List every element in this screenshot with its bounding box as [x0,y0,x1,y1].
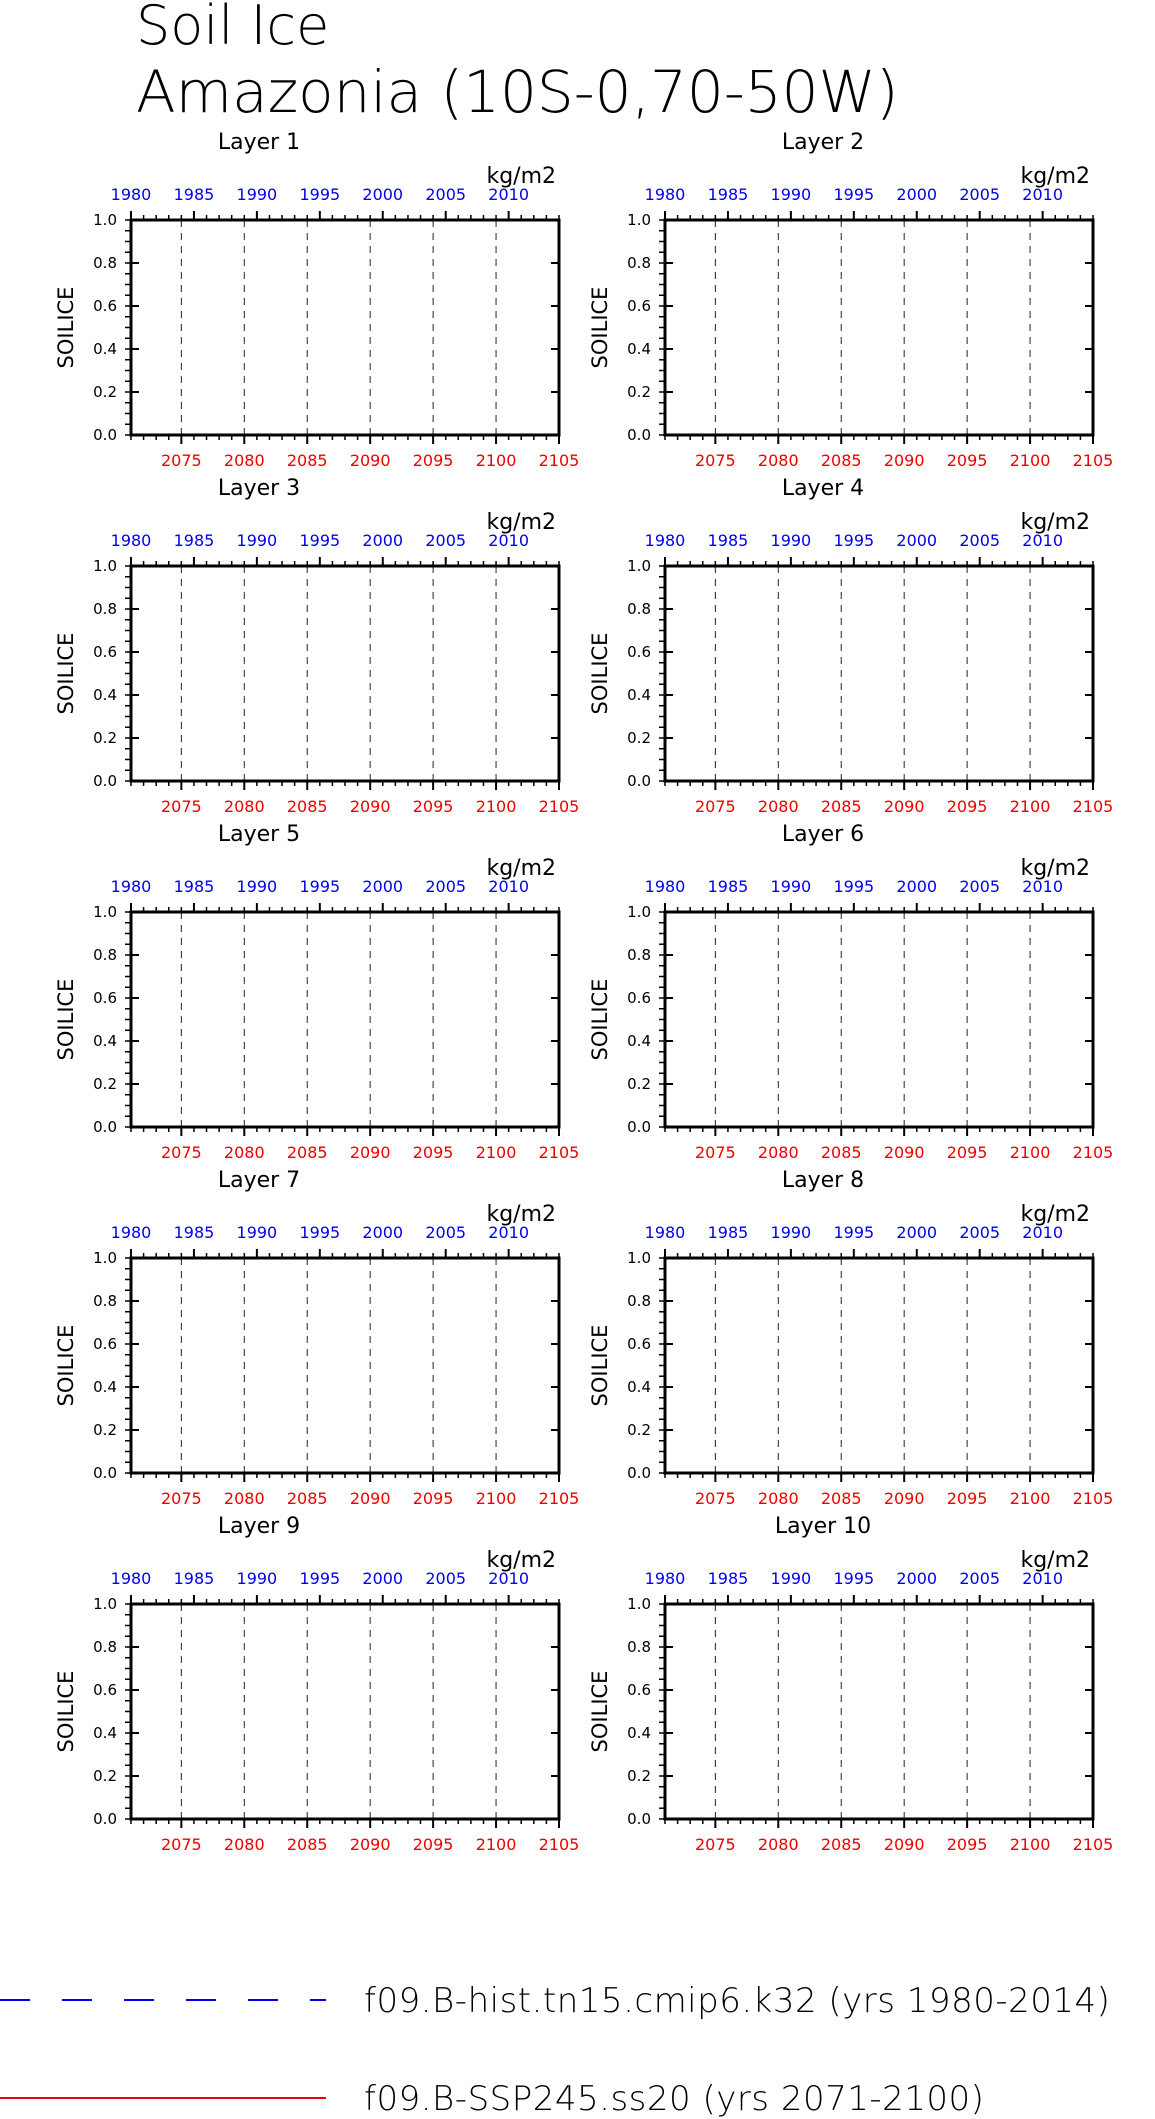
y-tick-label: 0.6 [93,1681,117,1699]
y-tick-label: 0.4 [627,686,651,704]
y-tick-label: 0.2 [93,383,117,401]
top-tick-label: 1995 [833,1223,875,1242]
y-tick-label: 0.0 [627,772,651,790]
bottom-tick-label: 2075 [160,451,202,470]
bottom-tick-label: 2100 [475,1143,517,1162]
panel-title: Layer 3 [217,476,301,501]
y-tick-label: 0.6 [93,643,117,661]
panel-layer-6 [588,822,1113,1162]
bottom-tick-label: 2100 [1009,797,1051,816]
bottom-tick-label: 2095 [412,1143,454,1162]
y-tick-label: 0.0 [93,426,117,444]
top-tick-label: 1985 [707,1569,749,1588]
bottom-tick-label: 2075 [694,451,736,470]
bottom-tick-label: 2080 [223,1835,265,1854]
top-tick-label: 2010 [1022,531,1064,550]
units-label: kg/m2 [486,856,556,881]
top-tick-label: 2005 [959,1569,1001,1588]
units-label: kg/m2 [1020,1202,1090,1227]
plot-frame [131,566,559,781]
y-tick-label: 0.4 [627,1032,651,1050]
y-tick-label: 0.4 [93,1724,117,1742]
y-tick-label: 0.6 [627,643,651,661]
legend-label-1: f09.B-hist.tn15.cmip6.k32 (yrs 1980-2014) [364,1981,1111,2021]
top-tick-label: 2010 [1022,185,1064,204]
y-tick-label: 0.0 [627,1118,651,1136]
y-axis-label: SOILICE [588,978,612,1061]
bottom-tick-label: 2105 [1072,1143,1114,1162]
bottom-tick-label: 2095 [946,1143,988,1162]
y-tick-label: 0.6 [93,1335,117,1353]
y-tick-label: 0.4 [93,686,117,704]
top-tick-label: 1995 [299,877,341,896]
y-axis-label: SOILICE [54,1670,78,1753]
panel-title: Layer 8 [781,1168,865,1193]
top-tick-label: 1990 [236,185,278,204]
top-tick-label: 2005 [425,1223,467,1242]
bottom-tick-label: 2080 [223,451,265,470]
top-tick-label: 1985 [707,1223,749,1242]
top-tick-label: 2000 [896,531,938,550]
bottom-tick-label: 2080 [757,1835,799,1854]
units-label: kg/m2 [486,510,556,535]
top-tick-label: 1995 [299,185,341,204]
panel-grid [54,130,1113,1854]
top-tick-label: 2005 [959,877,1001,896]
panel-layer-9 [54,1514,579,1854]
top-tick-label: 2005 [425,531,467,550]
bottom-tick-label: 2085 [286,1835,328,1854]
bottom-tick-label: 2075 [160,1143,202,1162]
bottom-tick-label: 2085 [820,1143,862,1162]
y-axis-label: SOILICE [588,1670,612,1753]
bottom-tick-label: 2095 [946,797,988,816]
y-axis-label: SOILICE [588,286,612,369]
y-tick-label: 0.4 [627,340,651,358]
top-tick-label: 1990 [770,531,812,550]
plot-frame [131,220,559,435]
top-tick-label: 2000 [362,1569,404,1588]
panel-layer-2 [588,130,1113,470]
y-tick-label: 0.8 [93,254,117,272]
y-tick-label: 0.4 [93,1378,117,1396]
units-label: kg/m2 [1020,510,1090,535]
units-label: kg/m2 [486,164,556,189]
top-tick-label: 2010 [488,1569,530,1588]
legend-label-2: f09.B-SSP245.ss20 (yrs 2071-2100) [364,2079,985,2119]
plot-frame [665,912,1093,1127]
units-label: kg/m2 [486,1202,556,1227]
bottom-tick-label: 2080 [223,1143,265,1162]
bottom-tick-label: 2085 [286,1143,328,1162]
bottom-tick-label: 2100 [1009,1835,1051,1854]
y-tick-label: 0.4 [627,1378,651,1396]
bottom-tick-label: 2085 [820,451,862,470]
y-tick-label: 0.8 [93,1638,117,1656]
bottom-tick-label: 2100 [1009,451,1051,470]
bottom-tick-label: 2095 [412,451,454,470]
top-tick-label: 1990 [236,1569,278,1588]
y-axis-label: SOILICE [54,978,78,1061]
y-tick-label: 0.2 [93,1767,117,1785]
y-tick-label: 0.8 [627,600,651,618]
panel-title: Layer 5 [217,822,301,847]
plot-frame [665,1604,1093,1819]
y-tick-label: 0.8 [627,946,651,964]
top-tick-label: 1990 [770,877,812,896]
top-tick-label: 2010 [1022,1223,1064,1242]
panel-layer-10 [588,1514,1113,1854]
top-tick-label: 1995 [833,877,875,896]
y-axis-label: SOILICE [588,632,612,715]
top-tick-label: 2010 [488,531,530,550]
bottom-tick-label: 2095 [412,1835,454,1854]
bottom-tick-label: 2075 [694,1143,736,1162]
top-tick-label: 1980 [644,1223,686,1242]
bottom-tick-label: 2090 [883,1489,925,1508]
y-tick-label: 0.6 [627,989,651,1007]
y-tick-label: 0.0 [93,1464,117,1482]
y-axis-label: SOILICE [54,286,78,369]
panel-title: Layer 6 [781,822,865,847]
top-tick-label: 2005 [425,185,467,204]
bottom-tick-label: 2095 [412,1489,454,1508]
top-tick-label: 1990 [236,1223,278,1242]
top-tick-label: 1995 [833,531,875,550]
top-tick-label: 1985 [707,185,749,204]
panel-layer-3 [54,476,579,816]
y-tick-label: 0.0 [627,1464,651,1482]
plot-frame [665,1258,1093,1473]
top-tick-label: 2000 [362,877,404,896]
top-tick-label: 1985 [707,877,749,896]
units-label: kg/m2 [1020,1548,1090,1573]
bottom-tick-label: 2105 [538,451,580,470]
y-axis-label: SOILICE [588,1324,612,1407]
panel-title: Layer 7 [217,1168,301,1193]
bottom-tick-label: 2085 [286,1489,328,1508]
bottom-tick-label: 2090 [349,1835,391,1854]
panel-layer-8 [588,1168,1113,1508]
top-tick-label: 1985 [707,531,749,550]
top-tick-label: 1990 [770,1223,812,1242]
top-tick-label: 1995 [833,1569,875,1588]
y-tick-label: 0.2 [93,1075,117,1093]
bottom-tick-label: 2105 [538,1835,580,1854]
top-tick-label: 2005 [959,1223,1001,1242]
top-tick-label: 2010 [488,185,530,204]
top-tick-label: 2000 [362,1223,404,1242]
top-tick-label: 1985 [173,877,215,896]
top-tick-label: 1985 [173,531,215,550]
top-tick-label: 2005 [425,1569,467,1588]
bottom-tick-label: 2105 [538,1143,580,1162]
bottom-tick-label: 2090 [883,797,925,816]
bottom-tick-label: 2090 [883,1143,925,1162]
top-tick-label: 1980 [110,1223,152,1242]
y-tick-label: 0.8 [93,946,117,964]
top-tick-label: 2005 [959,531,1001,550]
top-tick-label: 2000 [362,531,404,550]
units-label: kg/m2 [1020,856,1090,881]
top-tick-label: 2000 [362,185,404,204]
top-tick-label: 1980 [644,185,686,204]
y-tick-label: 1.0 [627,903,651,921]
y-tick-label: 1.0 [627,1595,651,1613]
y-tick-label: 0.0 [93,1810,117,1828]
y-tick-label: 0.8 [627,1292,651,1310]
bottom-tick-label: 2090 [349,1489,391,1508]
top-tick-label: 1980 [644,877,686,896]
bottom-tick-label: 2080 [757,1143,799,1162]
panel-title: Layer 2 [781,130,865,155]
bottom-tick-label: 2105 [538,797,580,816]
top-tick-label: 2005 [425,877,467,896]
plot-frame [665,220,1093,435]
top-tick-label: 1995 [833,185,875,204]
y-tick-label: 1.0 [93,211,117,229]
y-tick-label: 0.2 [627,383,651,401]
top-tick-label: 1980 [644,531,686,550]
bottom-tick-label: 2100 [475,797,517,816]
top-tick-label: 1980 [110,1569,152,1588]
top-tick-label: 1985 [173,1569,215,1588]
top-tick-label: 2005 [959,185,1001,204]
top-tick-label: 2000 [896,1223,938,1242]
y-tick-label: 0.4 [93,340,117,358]
bottom-tick-label: 2090 [349,1143,391,1162]
panel-title: Layer 4 [781,476,865,501]
y-tick-label: 0.6 [93,297,117,315]
bottom-tick-label: 2085 [820,1835,862,1854]
y-tick-label: 0.0 [627,426,651,444]
panel-title: Layer 9 [217,1514,301,1539]
bottom-tick-label: 2105 [1072,1835,1114,1854]
plot-frame [131,912,559,1127]
top-tick-label: 2010 [1022,1569,1064,1588]
top-tick-label: 1980 [110,185,152,204]
legend [0,1981,1110,2119]
bottom-tick-label: 2090 [349,451,391,470]
bottom-tick-label: 2080 [757,451,799,470]
y-tick-label: 0.2 [627,1421,651,1439]
y-tick-label: 0.2 [627,1075,651,1093]
bottom-tick-label: 2075 [160,1489,202,1508]
bottom-tick-label: 2095 [946,451,988,470]
panel-layer-1 [54,130,579,470]
y-tick-label: 0.6 [627,1335,651,1353]
top-tick-label: 2000 [896,877,938,896]
y-tick-label: 0.6 [627,297,651,315]
bottom-tick-label: 2090 [349,797,391,816]
y-axis-label: SOILICE [54,1324,78,1407]
plot-frame [665,566,1093,781]
bottom-tick-label: 2105 [1072,797,1114,816]
bottom-tick-label: 2080 [223,797,265,816]
panel-title: Layer 1 [217,130,301,155]
top-tick-label: 2000 [896,185,938,204]
y-tick-label: 1.0 [93,1595,117,1613]
bottom-tick-label: 2100 [1009,1489,1051,1508]
bottom-tick-label: 2075 [160,797,202,816]
top-tick-label: 1980 [110,531,152,550]
top-tick-label: 1990 [770,1569,812,1588]
top-tick-label: 1995 [299,1569,341,1588]
top-tick-label: 2010 [1022,877,1064,896]
y-tick-label: 1.0 [627,557,651,575]
top-tick-label: 1995 [299,531,341,550]
figure-title-line2: Amazonia (10S-0,70-50W) [136,58,899,126]
y-tick-label: 1.0 [627,1249,651,1267]
bottom-tick-label: 2090 [883,1835,925,1854]
top-tick-label: 1990 [236,531,278,550]
y-tick-label: 0.2 [627,729,651,747]
y-tick-label: 0.8 [627,254,651,272]
units-label: kg/m2 [1020,164,1090,189]
y-tick-label: 0.8 [93,600,117,618]
top-tick-label: 1980 [644,1569,686,1588]
bottom-tick-label: 2080 [757,797,799,816]
plot-frame [131,1604,559,1819]
top-tick-label: 2000 [896,1569,938,1588]
bottom-tick-label: 2075 [694,797,736,816]
plot-frame [131,1258,559,1473]
bottom-tick-label: 2105 [538,1489,580,1508]
bottom-tick-label: 2085 [820,1489,862,1508]
y-tick-label: 0.8 [627,1638,651,1656]
y-tick-label: 0.4 [627,1724,651,1742]
top-tick-label: 1985 [173,1223,215,1242]
bottom-tick-label: 2095 [946,1835,988,1854]
y-tick-label: 0.6 [627,1681,651,1699]
bottom-tick-label: 2080 [757,1489,799,1508]
top-tick-label: 1990 [770,185,812,204]
bottom-tick-label: 2080 [223,1489,265,1508]
bottom-tick-label: 2075 [694,1489,736,1508]
top-tick-label: 1985 [173,185,215,204]
bottom-tick-label: 2075 [694,1835,736,1854]
y-tick-label: 0.0 [627,1810,651,1828]
y-tick-label: 1.0 [93,903,117,921]
bottom-tick-label: 2090 [883,451,925,470]
y-tick-label: 0.4 [93,1032,117,1050]
bottom-tick-label: 2100 [475,1835,517,1854]
units-label: kg/m2 [486,1548,556,1573]
bottom-tick-label: 2095 [412,797,454,816]
y-tick-label: 0.6 [93,989,117,1007]
y-tick-label: 0.8 [93,1292,117,1310]
panel-layer-7 [54,1168,579,1508]
bottom-tick-label: 2105 [1072,451,1114,470]
bottom-tick-label: 2100 [475,451,517,470]
top-tick-label: 2010 [488,877,530,896]
figure-title-line1: Soil Ice [136,0,330,57]
y-tick-label: 0.2 [93,1421,117,1439]
bottom-tick-label: 2085 [286,797,328,816]
top-tick-label: 2010 [488,1223,530,1242]
panel-layer-4 [588,476,1113,816]
y-tick-label: 1.0 [93,1249,117,1267]
y-tick-label: 0.2 [93,729,117,747]
y-tick-label: 1.0 [627,211,651,229]
y-axis-label: SOILICE [54,632,78,715]
y-tick-label: 0.2 [627,1767,651,1785]
bottom-tick-label: 2085 [820,797,862,816]
y-tick-label: 1.0 [93,557,117,575]
top-tick-label: 1995 [299,1223,341,1242]
bottom-tick-label: 2085 [286,451,328,470]
bottom-tick-label: 2075 [160,1835,202,1854]
panel-layer-5 [54,822,579,1162]
bottom-tick-label: 2100 [1009,1143,1051,1162]
bottom-tick-label: 2105 [1072,1489,1114,1508]
top-tick-label: 1990 [236,877,278,896]
y-tick-label: 0.0 [93,1118,117,1136]
top-tick-label: 1980 [110,877,152,896]
panel-title: Layer 10 [774,1514,872,1539]
y-tick-label: 0.0 [93,772,117,790]
bottom-tick-label: 2100 [475,1489,517,1508]
bottom-tick-label: 2095 [946,1489,988,1508]
